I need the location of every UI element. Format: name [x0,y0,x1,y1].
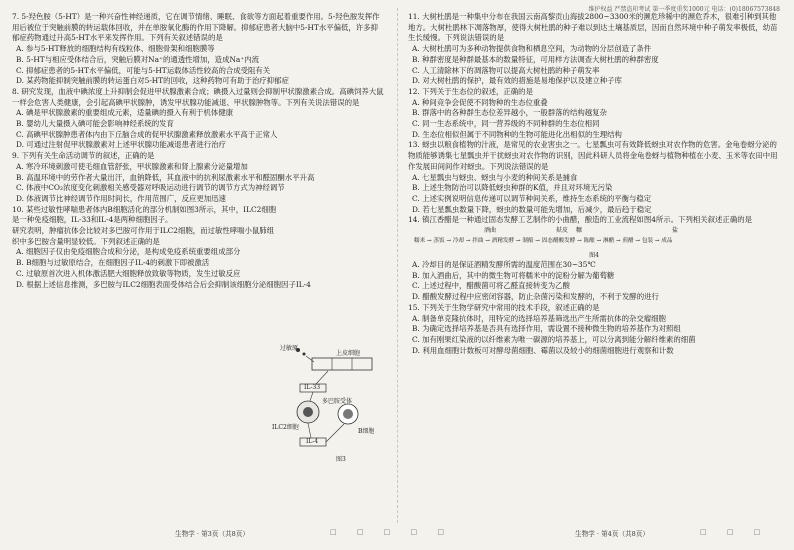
question-14-option-c: C. 上述过程中，醋酸菌可将乙醛直接转变为乙酸 [412,281,570,291]
question-7-option-c: C. 抑郁症患者的5-HT水平偏低，可能与5-HT运载体活性较高的合成受阻有关 [16,65,271,75]
question-10-option-d: D. 根据上述信息推测，多巴胺与ILC2细胞表面受体结合后会抑制该细胞分泌细胞因子IL-4 [16,279,311,289]
figure-3-label-allergen: 过敏原 [280,345,299,352]
footer-boxes-left: □ □ □ □ □ [330,528,453,536]
question-9-option-b: B. 高温环境中的劳作者大量出汗，血钠降低，其血液中的抗利尿激素水平和醛固酮水平升高 [16,172,315,182]
question-11-stem: 11. 大树杜鹃是一种集中分布在我国云南高黎贡山海拔2800~3300米的濒危珍稀中的濒危乔木，很难引种到其他地方。大树杜鹃林下凋落物厚，使得大树杜鹃的种子难以到达土壤基质层，因而自然环境中种子萌发率极低，幼苗生长缓慢。下列说法错误的是 [408,12,778,43]
question-8-option-b: B. 婴幼儿大量摄入碘可能会影响神经系统的发育 [16,119,174,129]
question-9-option-d: D. 体液调节比神经调节作用时间长，作用范围广，反应更加迅速 [16,193,226,203]
figure-4-flowchart [414,228,780,250]
question-15-option-a: A. 制备单克隆抗体时，用特定的选择培养基筛选出产生所需抗体的杂交瘤细胞 [412,313,666,323]
question-10-stem-2: 研究表明，肿瘤抗体会比较对多巴胺可作用于ILC2细胞，而过敏性哮喘小鼠肺组织中多巴胺含量明显较低。下列叙述正确的是 [12,226,275,246]
figure-3-label-ilc2: ILC2细胞 [272,424,299,431]
question-7-stem: 7. 5-羟色胺（5-HT）是一种兴奋性神经递质，它在调节情绪、睡眠、食欲等方面起着重要作用。5-羟色胺发挥作用后被位于突触前膜的转运载体回收，并在单胺氧化酶的作用下降解。抑郁症患者大脑中5-HT水平偏低，许多抑郁症药物通过升高5-HT水平来发挥作用。下列有关叙述错误的是 [12,12,380,43]
question-8-option-a: A. 碘是甲状腺激素的重要组成元素，适量碘的摄入有利于机体健康 [16,108,233,118]
question-10-option-a: A. 细胞因子仅由免疫细胞合成和分泌，是构成免疫系统重要组成部分 [16,247,241,257]
question-12-stem: 12. 下列关于生态位的叙述，正确的是 [408,86,533,96]
epithelial-cell-layer [312,358,372,370]
question-11-option-b: B. 种群密度是种群最基本的数量特征，可用样方法调查大树杜鹃的种群密度 [412,54,659,64]
question-12-option-b: B. 群落中的各种群生态位差异越小，一般群落的结构越复杂 [412,108,607,118]
question-15-option-c: C. 加有刚果红染液的以纤维素为唯一碳源的培养基上，可以分离到能分解纤维素的细菌 [412,334,696,344]
question-10-stem-1: 10. 某些过敏性哮喘患者体内B细胞活化的部分机制如图3所示，其中，ILC2细胞是一种免疫细胞，IL-33和IL-4是两种细胞因子。 [12,204,277,225]
question-10-option-c: C. 过敏原首次进入机体激活肥大细胞释放致敏等物质，发生过敏反应 [16,268,241,278]
figure-3-diagram [272,344,378,464]
figure-3-label-b-cell: B细胞 [358,428,375,435]
figure-3-caption: 图3 [336,456,346,463]
question-14-option-d: D. 醋酸发酵过程中应密闭容器，防止杂菌污染和发酵的，不利于发酵的进行 [412,292,659,302]
question-12-option-c: C. 同一生态系统中，同一营养级的不同种群的生态位相同 [412,119,600,129]
question-13-option-a: A. 七星瓢虫与蚜虫、蚜虫与小麦的种间关系是捕食 [412,172,578,182]
page-footer-right: 生物学 · 第4页（共8页） [575,530,650,538]
question-15-option-d: D. 利用血细胞计数板可对酵母菌细胞、霉菌以及较小的细菌细胞进行观察和计数 [412,345,674,355]
question-14-option-a: A. 冷却目的是保证酒精发酵所需的温度范围在30~35℃ [412,260,596,270]
question-13-option-c: C. 上述实例说明信息传递可以调节种间关系，维持生态系统的平衡与稳定 [412,193,652,203]
question-8-option-c: C. 高碘甲状腺肿患者体内由下丘脑合成的促甲状腺激素释放激素水平高于正常人 [16,129,278,139]
question-7-option-b: B. 5-HT与相应受体结合后，突触后膜对Na⁺的通透性增加，造成Na⁺内流 [16,54,260,64]
question-8-option-d: D. 可通过注射促甲状腺激素对上述甲状腺功能减退患者进行治疗 [16,140,226,150]
question-12-option-d: D. 生态位相似但属于不同物种的生物可能进化出相似的生理结构 [412,129,622,139]
question-7-option-a: A. 参与5-HT释放的细胞结构有线粒体、细胞骨架和细胞膜等 [16,44,215,54]
figure-4-top-label-3: 糠 [576,227,583,235]
page-footer-left: 生物学 · 第3页（共8页） [175,530,250,538]
left-column [12,12,384,290]
question-15-option-b: B. 为确定选择培养基是否具有选择作用，需设置不接种微生物的培养基作为对照组 [412,324,681,334]
right-column [408,12,780,356]
question-7-option-d: D. 某药物能抑制突触前膜的转运蛋白对5-HT的回收，这种药物可有助于治疗抑郁症 [16,76,289,86]
question-13-option-b: B. 上述生物防治可以降低蚜虫种群的K值，并且对环境无污染 [412,183,613,193]
question-14-option-b: B. 加入酒曲后，其中的微生物可将糯米中的淀粉分解为葡萄糖 [412,270,615,280]
figure-3-label-dopamine-receptor: 多巴胺受体 [322,398,353,405]
figure-4-top-label-2: 麸皮 [556,227,569,235]
header-watermark: 维护权益 严禁盗印考试 第一季度重奖1000元 电话：(0)18067573848 [588,6,780,13]
question-13-stem: 13. 蚜虫以粮食植物的汁液，是常见的农业害虫之一。七星瓢虫可有效降低蚜虫对农作物的危害。金龟卷蚜分泌的物质能够诱集七星瓢虫并干扰蚜虫对农作物的识别，因此科研人员将金龟卷蚜与植物种植在小麦、玉米等农田中用作发展田间间作对蚜虫。下列说法错误的是 [408,140,778,171]
question-12-option-a: A. 种间竞争会促使不同物种的生态位重叠 [412,97,548,107]
footer-boxes-right: □ □ □ [700,528,770,536]
figure-3-label-epithelial: 上皮细胞 [336,350,361,357]
question-9-stem: 9. 下列有关生命活动调节的叙述，正确的是 [12,151,155,161]
question-11-option-a: A. 大树杜鹃可为多种动物提供食物和栖息空间，为动物的分层创造了条件 [412,44,652,54]
question-9-option-c: C. 体液中CO₂浓度变化刺激相关感受器对呼吸运动进行调节的调节方式为神经调节 [16,183,285,193]
figure-4-caption: 图4 [589,252,599,260]
figure-4-top-label-4: 盐 [672,227,679,235]
question-13-option-d: D. 若七星瓢虫数量下降，蚜虫的数量可能先增加，后减少，最后趋于稳定 [412,204,652,214]
question-10-option-b: B. B细胞与过敏原结合，在细胞因子IL-4的刺激下即被激活 [16,258,210,268]
question-8-stem: 8. 研究发现，血液中碘浓度上升抑制会促进甲状腺激素合成；碘摄入过量则会抑制甲状腺激素合成。高碘饲养大鼠一样会危害人类健康，会引起高碘甲状腺肿，诱发甲状腺功能减退、甲状腺肿物等。下列有关说法错误的是 [12,86,384,107]
question-14-stem: 14. 镇江香醋是一种通过固态发酵工艺制作的小曲醋，酿造的工业流程如图4所示。下列相关叙述正确的是 [408,215,752,225]
figure-3-label-il4: IL-4 [306,438,319,445]
figure-4-top-label-1: 酒曲 [484,227,497,235]
figure-3-label-il33: IL-33 [304,384,321,391]
question-9-option-a: A. 寒冷环境刺激可使毛细血管舒张，甲状腺激素和肾上腺素分泌量增加 [16,161,248,171]
question-15-stem: 15. 下列关于生物学研究中常用的技术手段，叙述正确的是 [408,302,600,312]
question-11-option-c: C. 人工清除林下的凋落物可以提高大树杜鹃的种子萌发率 [412,65,600,75]
figure-4-flow: 糯米 → 蒸饭 → 冷却 → 拌曲 → 酒精发酵 → 制醅 → 固态醋酸发酵 → 陈酿 → 淋醋 → 煎醋 → 包装 → 成品 [414,238,673,245]
column-divider [397,8,398,523]
question-11-option-d: D. 对大树杜鹃的保护，最有效的措施是易地保护以及建立种子库 [412,76,622,86]
